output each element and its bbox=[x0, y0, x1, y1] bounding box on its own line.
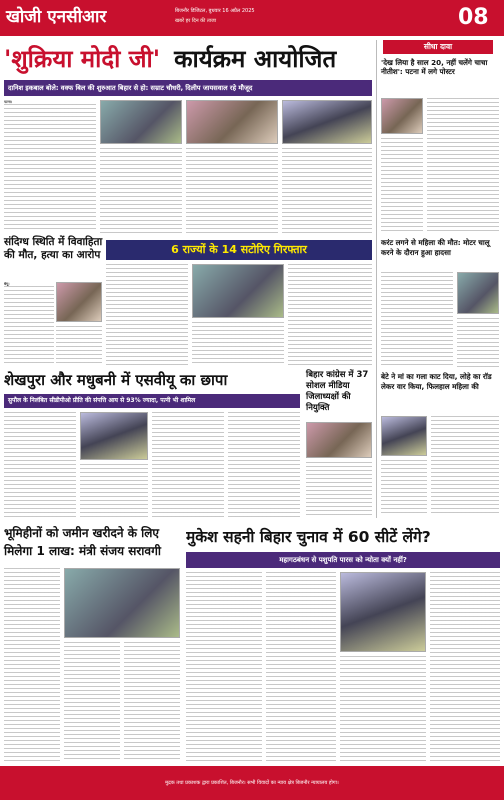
mukesh-column-1 bbox=[186, 572, 262, 762]
masthead bbox=[0, 0, 504, 36]
masthead-subline: खबरें हर दिन की ताजा bbox=[175, 18, 217, 24]
masthead-title: खोजी एनसीआर bbox=[6, 7, 107, 27]
arrest-photo bbox=[192, 264, 284, 318]
lead-column-3 bbox=[186, 148, 278, 233]
mukesh-headline: मुकेश सहनी बिहार चुनाव में 60 सीटें लेंगे? bbox=[186, 528, 431, 546]
sidebar-photo-1 bbox=[381, 98, 423, 134]
lead-headline-rest: कार्यक्रम आयोजित bbox=[174, 44, 337, 73]
sidebar-story2-headline: करंट लगने से महिला की मौत: मोटर चालू करने के दौरान हुआ हादसा bbox=[381, 238, 490, 257]
arrest-column-2 bbox=[192, 322, 284, 366]
raid-subhead: सुपौल के निलंबित सीडीपीओ प्रीति की संपत्ति आय से 93% ज्यादा, पत्नी भी शामिल bbox=[4, 394, 300, 408]
arrest-column-3 bbox=[288, 264, 372, 366]
mukesh-photo bbox=[340, 572, 426, 652]
mukesh-column-4 bbox=[430, 572, 500, 762]
arrest-column-1 bbox=[106, 264, 188, 366]
sidebar-story3-body-b bbox=[381, 460, 427, 516]
murder-body-2 bbox=[56, 326, 102, 366]
murder-body-start: बेगू। bbox=[4, 282, 10, 286]
land-headline: भूमिहीनों को जमीन खरीदने के लिए मिलेगा 1 लाख: मंत्री संजय सरावगी bbox=[4, 526, 161, 558]
mukesh-column-2 bbox=[266, 572, 336, 762]
raid-headline: शेखपुरा और मधुबनी में एसवीयू का छापा bbox=[4, 371, 228, 389]
sidebar-section-label: सीधा दावा bbox=[383, 40, 493, 54]
sidebar-photo-2 bbox=[457, 272, 499, 314]
lead-column-4 bbox=[282, 148, 372, 233]
sidebar-story2-body-b bbox=[457, 318, 499, 368]
lead-photo-2 bbox=[186, 100, 278, 144]
lead-subhead: दानिश इकबाल बोले: वक्फ बिल की शुरुआत बिहार से हो: सम्राट चौधरी, दिलीप जायसवाल रहे मौजूद bbox=[4, 80, 372, 96]
land-column-3 bbox=[124, 642, 180, 762]
mukesh-column-3 bbox=[340, 656, 426, 762]
sidebar-story2-body bbox=[381, 272, 453, 368]
mukesh-subhead: महागठबंधन से पशुपति पारस को न्योता क्यों नहीं? bbox=[186, 552, 500, 568]
sidebar bbox=[376, 40, 500, 518]
murder-photo bbox=[56, 282, 102, 322]
sidebar-photo-3 bbox=[381, 416, 427, 456]
lead-photo-3 bbox=[282, 100, 372, 144]
lead-column-2 bbox=[100, 148, 182, 233]
raid-column-4 bbox=[228, 412, 300, 518]
footer-imprint: मुद्रक तथा प्रकाशक द्वारा प्रकाशित, बिजनौर। सभी विवादों का न्याय क्षेत्र बिजनौर न्यायालय होगा। bbox=[0, 766, 504, 800]
lead-body-start: पटना। bbox=[4, 100, 13, 104]
land-photo bbox=[64, 568, 180, 638]
murder-body bbox=[4, 282, 54, 366]
congress-headline: बिहार कांग्रेस में 37 सोशल मीडिया जिलाध्यक्षों की नियुक्ति bbox=[306, 370, 369, 413]
raid-column-3 bbox=[152, 412, 224, 518]
masthead-edition: बिजनौर डिजिटल, बुधवार 16 अप्रैल 2025 bbox=[175, 8, 255, 14]
congress-photo bbox=[306, 422, 372, 458]
lead-headline bbox=[4, 40, 372, 76]
raid-column-1 bbox=[4, 412, 76, 518]
raid-photo bbox=[80, 412, 148, 460]
congress-body bbox=[306, 462, 372, 518]
lead-column-1 bbox=[4, 100, 96, 233]
murder-headline: संदिग्ध स्थिति में विवाहिता की मौत, हत्या का आरोप bbox=[4, 236, 103, 261]
raid-column-2 bbox=[80, 464, 148, 518]
page-number: 08 bbox=[458, 5, 489, 30]
arrest-headline: 6 राज्यों के 14 सटोरिए गिरफ्तार bbox=[106, 240, 372, 260]
sidebar-story3-body bbox=[431, 416, 499, 516]
sidebar-body-1b bbox=[381, 138, 423, 234]
sidebar-body-1 bbox=[427, 98, 499, 234]
lead-headline-quote: 'शुक्रिया मोदी जी' bbox=[4, 44, 161, 73]
sidebar-story3-headline: बेटे ने मां का गला काट दिया, लोहे का रॉड लेकर वार किया, फिलहाल महिला की bbox=[381, 372, 492, 391]
land-column-2 bbox=[64, 642, 120, 762]
lead-photo-1 bbox=[100, 100, 182, 144]
sidebar-headline: 'देख लिया है साल 20, नहीं चलेंगे चाचा नीतीश': पटना में लगे पोस्टर bbox=[381, 58, 488, 76]
land-column-1 bbox=[4, 568, 60, 762]
